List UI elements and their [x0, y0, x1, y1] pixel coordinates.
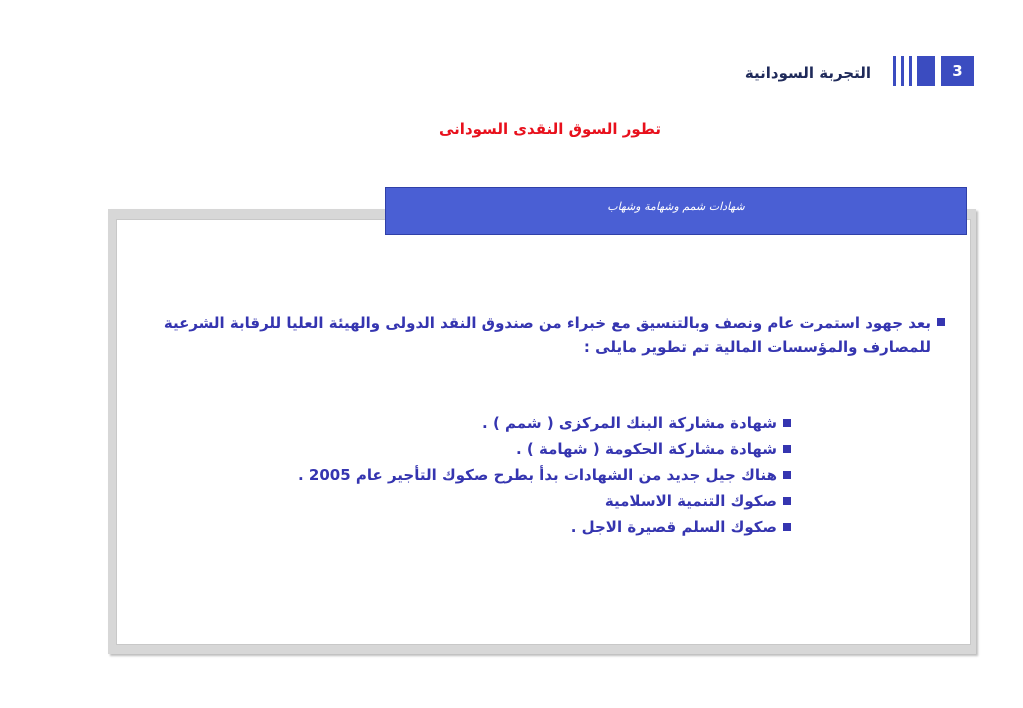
list-item [231, 514, 791, 540]
list-item [231, 436, 791, 462]
bullet-square-icon [783, 419, 791, 427]
list-item-text: شهادة مشاركة الحكومة ( شهامة ) . [516, 440, 777, 458]
list-item-text: صكوك السلم قصيرة الاجل . [570, 518, 777, 536]
bullet-square-icon [783, 497, 791, 505]
bullet-square-icon [783, 523, 791, 531]
slide-heading: تطور السوق النقدى السودانى [439, 120, 661, 138]
page-number: 3 [941, 56, 974, 86]
section-tab: شهادات شمم وشهامة وشهاب [385, 187, 967, 235]
list-item-text: هناك جيل جديد من الشهادات بدأ بطرح صكوك التأجير عام 2005 . [297, 466, 777, 484]
instrument-list [231, 410, 791, 540]
intro-text: بعد جهود استمرت عام ونصف وبالتنسيق مع خبراء من صندوق النقد الدولى والهيئة العليا للرقابة الشرعية للمصارف والمؤسسات المالية تم تطوير مايلى : [163, 314, 931, 356]
header-bars-icon [893, 56, 935, 86]
list-item [231, 410, 791, 436]
header-title: التجربة السودانية [744, 64, 871, 82]
intro-paragraph [155, 311, 945, 359]
bullet-square-icon [783, 471, 791, 479]
list-item [231, 488, 791, 514]
list-item [231, 462, 791, 488]
list-item-text: صكوك التنمية الاسلامية [604, 492, 777, 510]
bullet-square-icon [937, 318, 945, 326]
list-item-text: شهادة مشاركة البنك المركزى ( شمم ) . [482, 414, 777, 432]
bullet-square-icon [783, 445, 791, 453]
